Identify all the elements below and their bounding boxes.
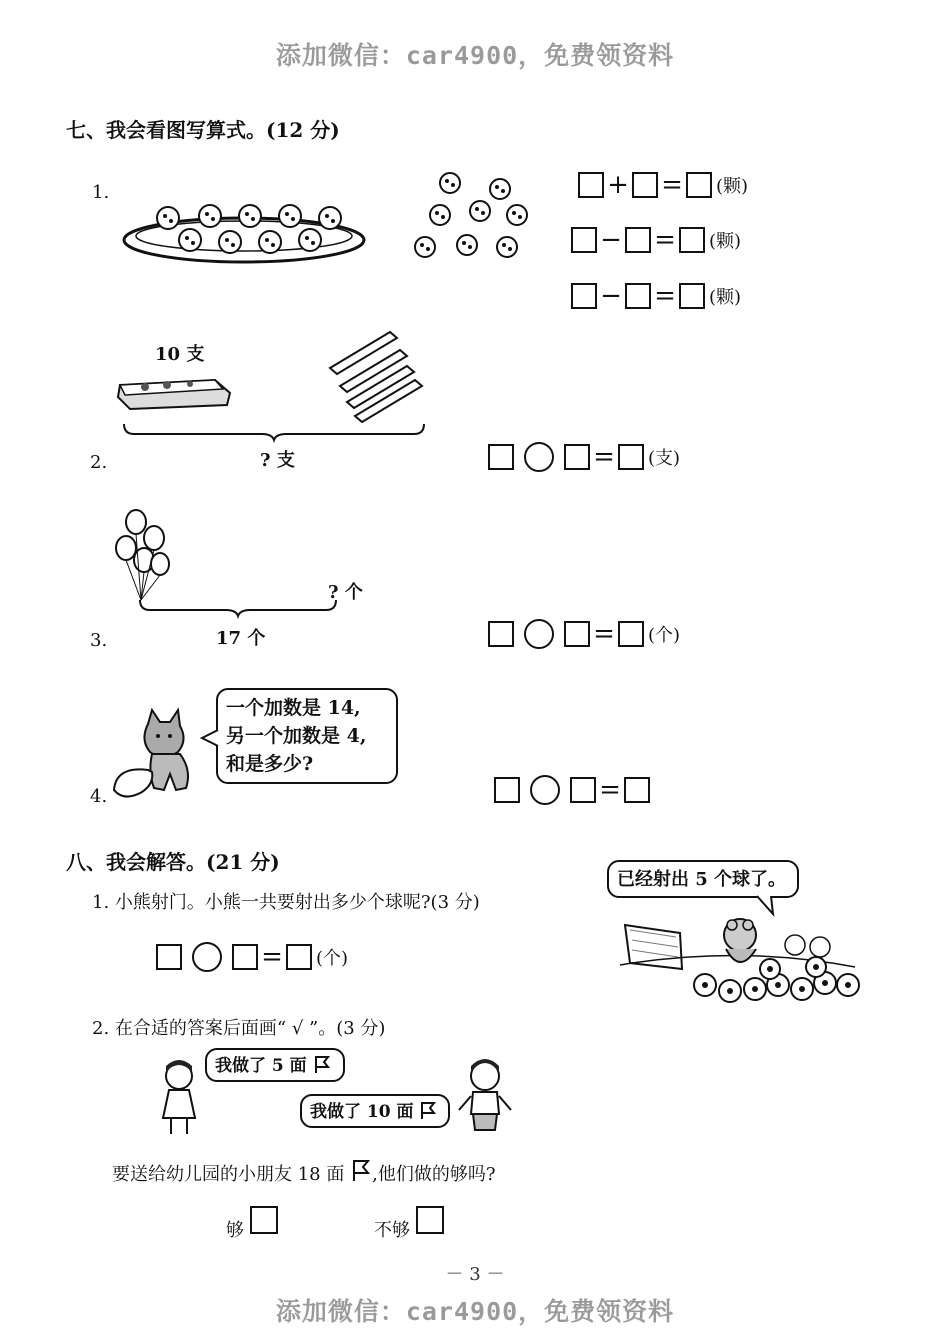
operator: − [600, 225, 622, 255]
unit-label: (支) [648, 448, 681, 469]
answer-box[interactable] [286, 944, 312, 970]
boy-illustration [455, 1058, 515, 1142]
page-number: － 3 － [445, 1264, 505, 1285]
unit-label: (个) [648, 625, 681, 646]
answer-box[interactable] [679, 283, 705, 309]
equals-sign: = [599, 775, 621, 805]
pen-case-illustration [115, 365, 235, 415]
option-not-enough [374, 1206, 444, 1242]
q2-label-bottom: ? 支 [260, 450, 295, 471]
q4-speech-bubble [216, 688, 398, 784]
s8-q1-text: 1. 小熊射门。小熊一共要射出多少个球呢?(3 分) [92, 892, 480, 913]
s8-q2-question [112, 1158, 495, 1186]
equals-sign: = [654, 281, 676, 311]
answer-box[interactable] [570, 777, 596, 803]
flag-icon [419, 1100, 437, 1120]
bubble-line: 和是多少? [226, 753, 314, 775]
equals-sign: = [261, 942, 283, 972]
q3-label-bottom: 17 个 [216, 628, 266, 649]
equals-sign: = [654, 225, 676, 255]
answer-box[interactable] [578, 172, 604, 198]
answer-box[interactable] [618, 621, 644, 647]
answer-box[interactable] [624, 777, 650, 803]
section-7-title: 七、我会看图写算式。(12 分) [66, 118, 340, 142]
s8-q2-text: 2. 在合适的答案后面画“ √ ”。(3 分) [92, 1018, 386, 1039]
q2-number: 2. [90, 452, 108, 473]
section-8-title: 八、我会解答。(21 分) [66, 850, 280, 874]
operator: + [607, 170, 629, 200]
equals-sign: = [593, 619, 615, 649]
balloons-illustration [108, 508, 178, 608]
q3-equation [488, 619, 680, 649]
bubble-line: 另一个加数是 4, [226, 725, 367, 747]
pens-illustration [325, 320, 425, 420]
q3-label-right: ? 个 [328, 582, 363, 603]
bubble-tail [200, 728, 220, 748]
s8-q1-equation [156, 942, 348, 972]
watermark-bottom: 添加微信：car4900，免费领资料 [275, 1297, 675, 1326]
q4-number: 4. [90, 786, 108, 807]
cat-illustration [108, 710, 208, 805]
q1-equation-sub-1 [571, 227, 741, 253]
answer-box[interactable] [494, 777, 520, 803]
answer-box[interactable] [679, 227, 705, 253]
equals-sign: = [593, 442, 615, 472]
flag-icon [313, 1054, 331, 1074]
option-enough-label: 够 [226, 1220, 244, 1241]
q3-number: 3. [90, 630, 108, 651]
answer-box[interactable] [564, 444, 590, 470]
operator-circle[interactable] [524, 619, 554, 649]
answer-box[interactable] [571, 283, 597, 309]
loose-candies-illustration [405, 165, 535, 275]
operator-circle[interactable] [192, 942, 222, 972]
operator: − [600, 281, 622, 311]
question-before: 要送给幼儿园的小朋友 18 面 [112, 1164, 345, 1185]
unit-label: (颗) [709, 231, 742, 252]
answer-box[interactable] [625, 283, 651, 309]
answer-box[interactable] [488, 621, 514, 647]
bear-soccer-illustration [620, 905, 860, 1010]
check-box-enough[interactable] [250, 1206, 278, 1234]
answer-box[interactable] [156, 944, 182, 970]
girl-speech-bubble [205, 1048, 345, 1082]
q2-label-top: 10 支 [155, 344, 205, 365]
boy-speech-bubble [300, 1094, 450, 1128]
answer-box[interactable] [488, 444, 514, 470]
equals-sign: = [661, 170, 683, 200]
q4-equation [494, 775, 650, 805]
answer-box[interactable] [632, 172, 658, 198]
brace-q3 [138, 598, 338, 620]
answer-box[interactable] [618, 444, 644, 470]
q2-equation [488, 442, 680, 472]
answer-box[interactable] [686, 172, 712, 198]
option-not-enough-label: 不够 [374, 1220, 410, 1241]
unit-label: (颗) [716, 176, 749, 197]
option-enough [226, 1206, 278, 1242]
unit-label: (个) [316, 948, 349, 969]
bubble-line: 一个加数是 14, [226, 697, 361, 719]
answer-box[interactable] [232, 944, 258, 970]
bear-speech-bubble: 已经射出 5 个球了。 [607, 860, 799, 898]
flag-icon [350, 1158, 372, 1182]
unit-label: (颗) [709, 287, 742, 308]
q1-equation-add [578, 172, 748, 198]
girl-bubble-text: 我做了 5 面 [215, 1056, 307, 1076]
check-box-not-enough[interactable] [416, 1206, 444, 1234]
q1-equation-sub-2 [571, 283, 741, 309]
girl-illustration [155, 1060, 205, 1140]
answer-box[interactable] [571, 227, 597, 253]
watermark-top: 添加微信：car4900，免费领资料 [275, 41, 675, 70]
answer-box[interactable] [564, 621, 590, 647]
question-after: ,他们做的够吗? [372, 1164, 496, 1185]
answer-box[interactable] [625, 227, 651, 253]
operator-circle[interactable] [524, 442, 554, 472]
brace-q2 [122, 422, 427, 442]
candy-plate-illustration [120, 190, 370, 280]
boy-bubble-text: 我做了 10 面 [310, 1102, 414, 1122]
operator-circle[interactable] [530, 775, 560, 805]
q1-number: 1. [92, 182, 110, 203]
